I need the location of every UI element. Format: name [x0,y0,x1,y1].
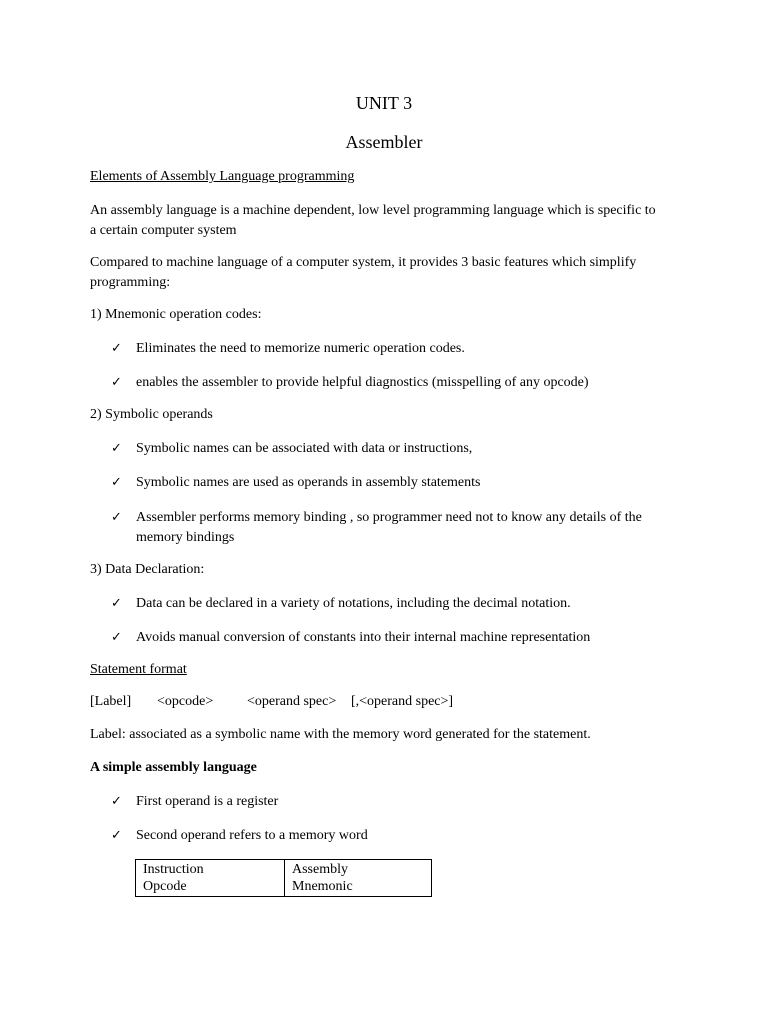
page-title: Assembler [345,132,423,152]
list-item: Second operand refers to a memory word [136,828,368,843]
checkmark-icon: ✓ [111,794,122,809]
list-item: Avoids manual conversion of constants into their internal machine representation [136,630,591,645]
section-heading-statement-format: Statement format [90,662,187,677]
section-heading-elements: Elements of Assembly Language programming [90,169,355,184]
intro-paragraph: An assembly language is a machine dependent, low level programming language which is specific to a certain computer system [90,203,656,238]
label-description: Label: associated as a symbolic name with the memory word generated for the statement. [90,727,591,742]
list-item: Assembler performs memory binding , so programmer need not to know any details of the memory bindings [136,510,642,545]
feature-title-mnemonic: 1) Mnemonic operation codes: [90,307,262,322]
list-item: enables the assembler to provide helpful diagnostics (misspelling of any opcode) [136,375,589,390]
checkmark-icon: ✓ [111,596,122,611]
features-paragraph: Compared to machine language of a computer system, it provides 3 basic features which simplify programming: [90,255,637,290]
checkmark-icon: ✓ [111,510,122,525]
list-item: First operand is a register [136,794,279,809]
checkmark-icon: ✓ [111,475,122,490]
checkmark-icon: ✓ [111,375,122,390]
checkmark-icon: ✓ [111,828,122,843]
list-item: Symbolic names are used as operands in assembly statements [136,475,481,490]
format-operand-optional: [,<operand spec>] [351,694,454,709]
unit-heading: UNIT 3 [355,93,413,113]
table-row [136,860,432,897]
opcode-table [135,859,432,897]
table-header-instruction-opcode: Instruction Opcode [136,860,285,897]
format-label: [Label] [90,694,132,709]
format-opcode: <opcode> [157,694,214,709]
section-heading-simple-assembly: A simple assembly language [90,760,257,775]
list-item: Symbolic names can be associated with data or instructions, [136,441,473,456]
checkmark-icon: ✓ [111,630,122,645]
feature-title-symbolic: 2) Symbolic operands [90,407,213,422]
format-operand: <operand spec> [247,694,337,709]
feature-title-data: 3) Data Declaration: [90,562,205,577]
checkmark-icon: ✓ [111,441,122,456]
checkmark-icon: ✓ [111,341,122,356]
list-item: Data can be declared in a variety of notations, including the decimal notation. [136,596,571,611]
list-item: Eliminates the need to memorize numeric operation codes. [136,341,465,356]
table-header-assembly-mnemonic: Assembly Mnemonic [285,860,432,897]
